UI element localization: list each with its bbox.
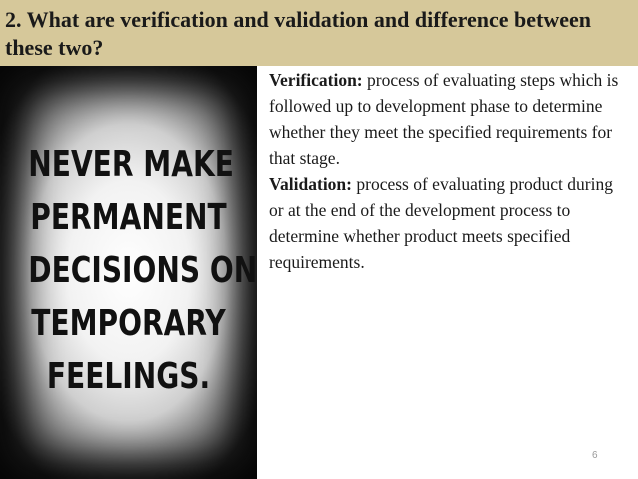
poster-line: TEMPORARY bbox=[31, 303, 226, 344]
validation-text: process of evaluating product during or at the end of the development process to determine whether product meets specified requirements. bbox=[269, 174, 613, 272]
validation-term: Validation: bbox=[269, 174, 352, 194]
poster-line: NEVER MAKE bbox=[28, 144, 234, 185]
verification-term: Verification: bbox=[269, 70, 363, 90]
verification-text: process of evaluating steps which is followed up to development phase to determine whether they meet the specified requirements for that stage. bbox=[269, 70, 619, 168]
poster-text bbox=[28, 138, 258, 403]
poster-line: PERMANENT bbox=[30, 197, 227, 238]
page-number: 6 bbox=[592, 450, 598, 461]
verification-definition bbox=[269, 67, 631, 171]
title-bar bbox=[0, 0, 638, 66]
motivational-poster-image bbox=[0, 66, 257, 479]
poster-line: FEELINGS. bbox=[46, 356, 211, 397]
poster-line: DECISIONS ON bbox=[28, 250, 258, 291]
definitions-body bbox=[269, 67, 631, 275]
validation-definition bbox=[269, 171, 631, 275]
slide-title: 2. What are verification and validation and difference between these two? bbox=[5, 7, 592, 60]
